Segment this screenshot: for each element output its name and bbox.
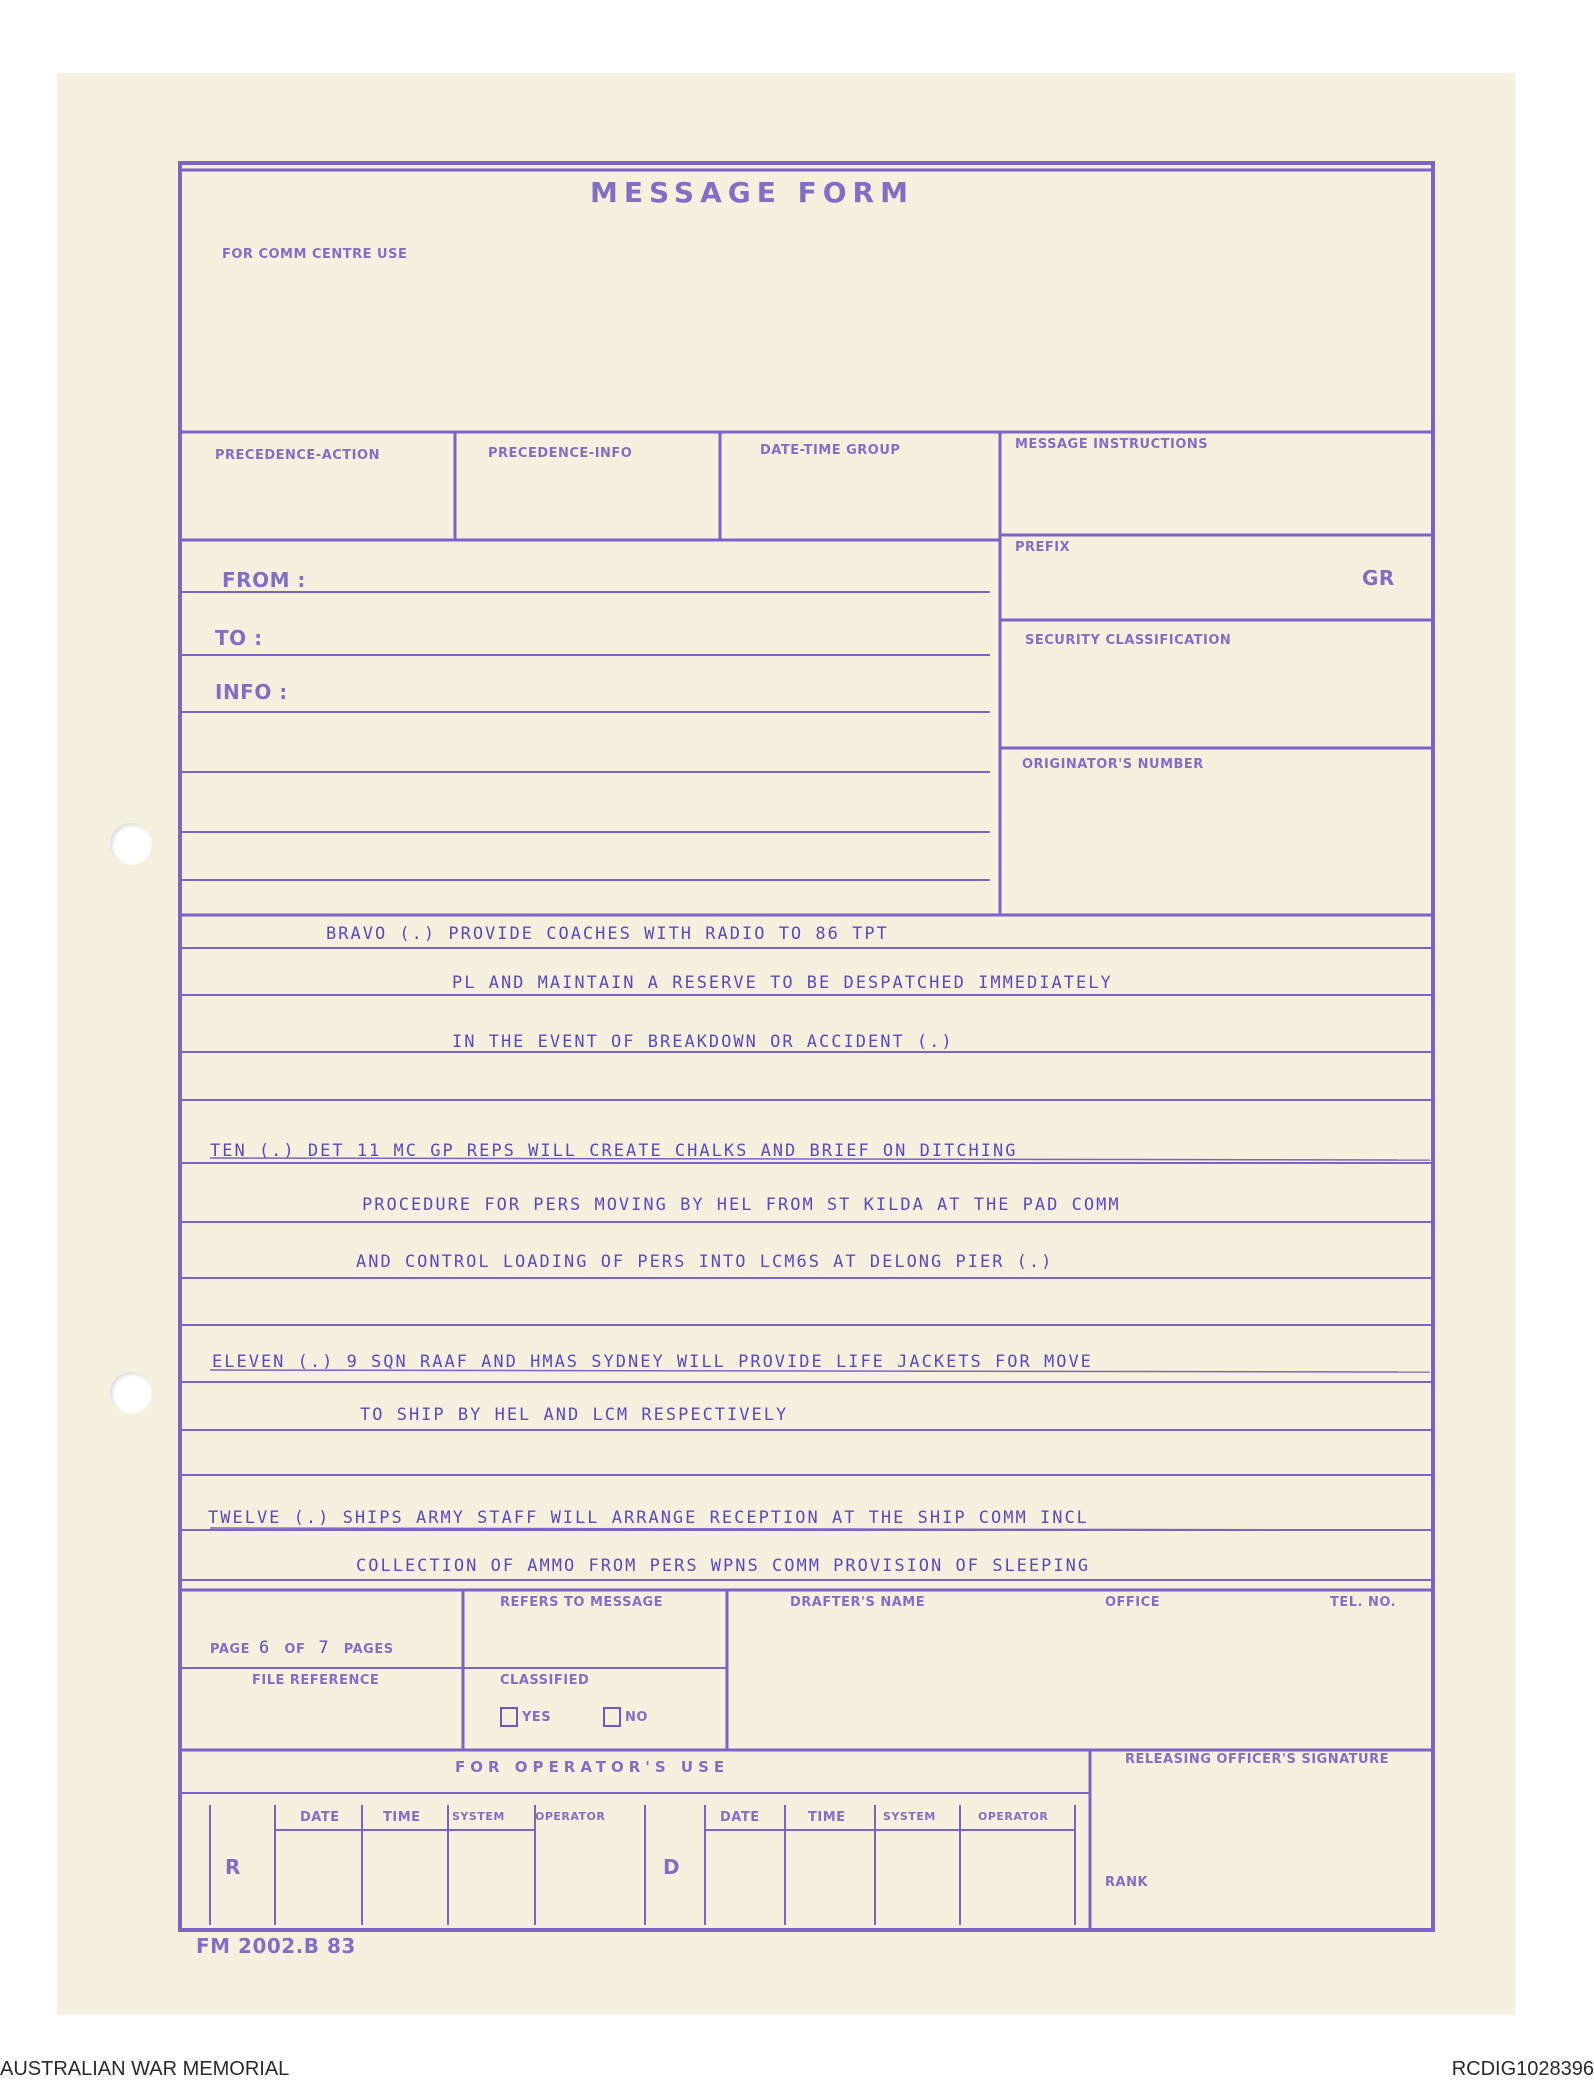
- form-title: MESSAGE FORM: [590, 176, 914, 209]
- classified-no-label: NO: [625, 1710, 648, 1725]
- message-instructions-label: MESSAGE INSTRUCTIONS: [1015, 437, 1209, 452]
- office-label: OFFICE: [1105, 1595, 1161, 1610]
- message-line-8: TO SHIP BY HEL AND LCM RESPECTIVELY: [360, 1405, 789, 1425]
- d-time-label: TIME: [808, 1810, 846, 1825]
- releasing-officer-label: RELEASING OFFICER'S SIGNATURE: [1125, 1752, 1389, 1767]
- date-time-group-label: DATE-TIME GROUP: [760, 443, 901, 458]
- page-total: 7: [318, 1638, 331, 1658]
- message-line-9: TWELVE (.) SHIPS ARMY STAFF WILL ARRANGE RECEPTION AT THE SHIP COMM INCL: [208, 1508, 1089, 1528]
- r-date-label: DATE: [300, 1810, 340, 1825]
- r-label: R: [225, 1855, 241, 1879]
- classified-yes-checkbox[interactable]: [500, 1707, 518, 1727]
- comm-centre-label: FOR COMM CENTRE USE: [222, 247, 408, 262]
- d-date-label: DATE: [720, 1810, 760, 1825]
- gr-label: GR: [1362, 566, 1395, 590]
- r-operator-label: OPERATOR: [535, 1810, 606, 1823]
- d-system-label: SYSTEM: [883, 1810, 936, 1823]
- precedence-info-label: PRECEDENCE-INFO: [488, 446, 633, 461]
- message-line-3: IN THE EVENT OF BREAKDOWN OR ACCIDENT (.): [452, 1032, 954, 1052]
- page-label: PAGE: [210, 1642, 250, 1657]
- classified-label: CLASSIFIED: [500, 1673, 590, 1688]
- message-line-2: PL AND MAINTAIN A RESERVE TO BE DESPATCHED IMMEDIATELY: [452, 973, 1113, 993]
- operators-use-label: FOR OPERATOR'S USE: [455, 1758, 730, 1776]
- from-label: FROM :: [222, 568, 306, 592]
- message-line-6: AND CONTROL LOADING OF PERS INTO LCM6S AT DELONG PIER (.): [356, 1252, 1054, 1272]
- originators-number-label: ORIGINATOR'S NUMBER: [1022, 757, 1204, 772]
- page-number: 6: [259, 1638, 272, 1658]
- d-operator-label: OPERATOR: [978, 1810, 1049, 1823]
- refers-to-message-label: REFERS TO MESSAGE: [500, 1595, 664, 1610]
- form-number: FM 2002.B 83: [196, 1934, 356, 1958]
- footer-institution: AUSTRALIAN WAR MEMORIAL: [0, 2058, 290, 2080]
- prefix-label: PREFIX: [1015, 540, 1071, 555]
- pages-label: PAGES: [343, 1642, 394, 1657]
- message-line-4: TEN (.) DET 11 MC GP REPS WILL CREATE CHALKS AND BRIEF ON DITCHING: [210, 1141, 1018, 1161]
- rank-label: RANK: [1105, 1875, 1149, 1890]
- security-classification-label: SECURITY CLASSIFICATION: [1025, 633, 1232, 648]
- page-count: [210, 1638, 394, 1658]
- classified-no-checkbox[interactable]: [603, 1707, 621, 1727]
- classified-yes-label: YES: [522, 1710, 552, 1725]
- to-label: TO :: [215, 626, 263, 650]
- r-time-label: TIME: [383, 1810, 421, 1825]
- drafters-name-label: DRAFTER'S NAME: [790, 1595, 926, 1610]
- message-line-1: BRAVO (.) PROVIDE COACHES WITH RADIO TO 86 TPT: [326, 924, 889, 944]
- message-line-5: PROCEDURE FOR PERS MOVING BY HEL FROM ST KILDA AT THE PAD COMM: [362, 1195, 1121, 1215]
- page-of-label: OF: [284, 1642, 306, 1657]
- d-label: D: [663, 1855, 681, 1879]
- message-line-10: COLLECTION OF AMMO FROM PERS WPNS COMM PROVISION OF SLEEPING: [356, 1556, 1091, 1576]
- info-label: INFO :: [215, 680, 288, 704]
- message-line-7: ELEVEN (.) 9 SQN RAAF AND HMAS SYDNEY WILL PROVIDE LIFE JACKETS FOR MOVE: [212, 1352, 1093, 1372]
- file-reference-label: FILE REFERENCE: [252, 1673, 380, 1688]
- tel-no-label: TEL. NO.: [1330, 1595, 1397, 1610]
- r-system-label: SYSTEM: [452, 1810, 505, 1823]
- footer-catalogue-id: RCDIG1028396: [1451, 2058, 1594, 2080]
- precedence-action-label: PRECEDENCE-ACTION: [215, 448, 380, 463]
